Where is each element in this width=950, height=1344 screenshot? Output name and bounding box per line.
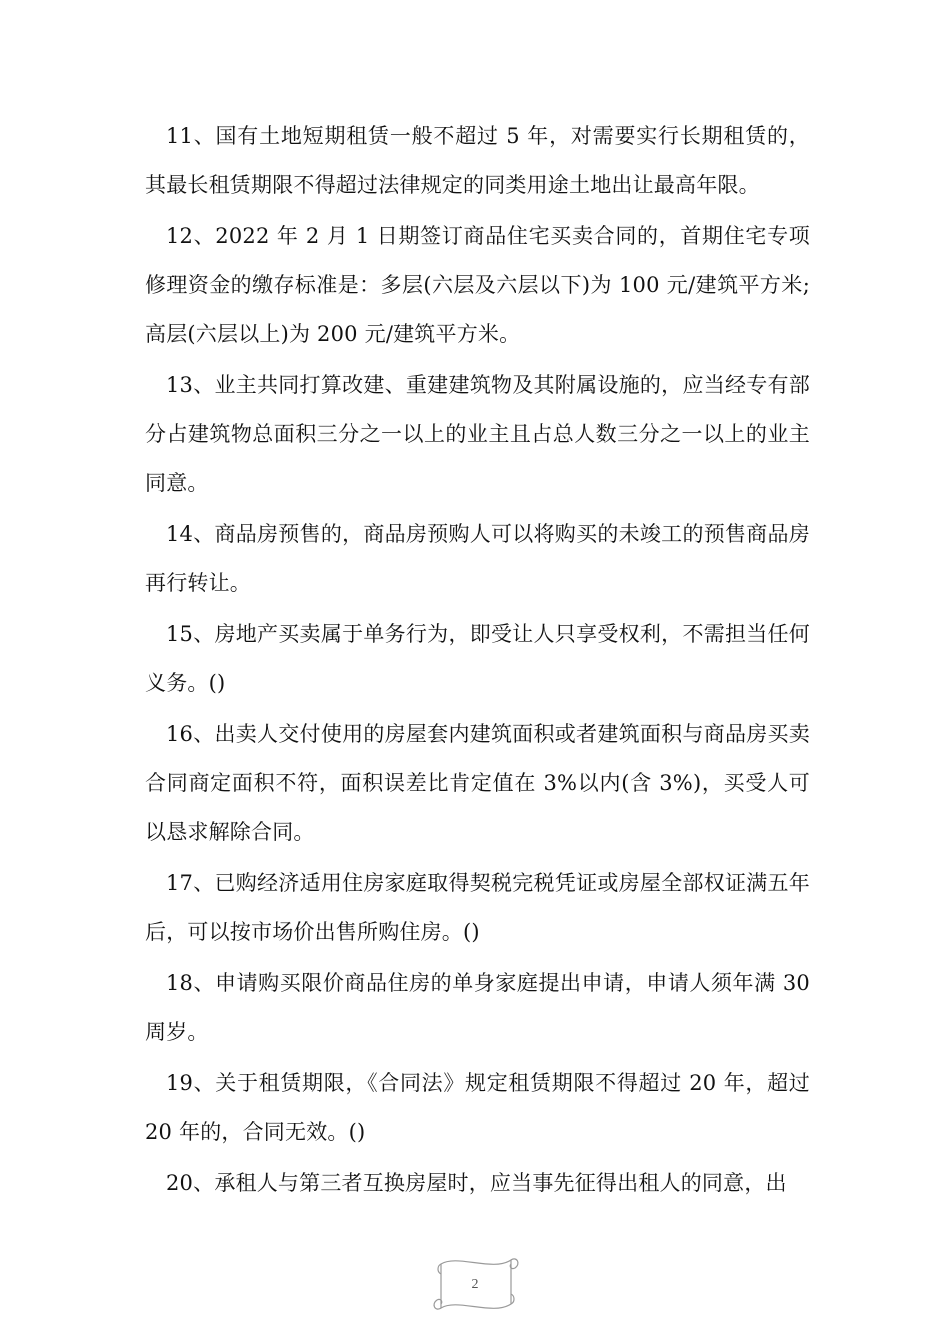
page-number: 2 — [471, 1277, 479, 1292]
paragraph-item-13: 13、业主共同打算改建、重建建筑物及其附属设施的，应当经专有部分占建筑物总面积三分之一以上的业主且占总人数三分之一以上的业主同意。 — [145, 373, 810, 495]
paragraph-item-15: 15、房地产买卖属于单务行为，即受让人只享受权利，不需担当任何义务。() — [145, 622, 810, 695]
paragraph-item-14: 14、商品房预售的，商品房预购人可以将购买的未竣工的预售商品房再行转让。 — [145, 522, 810, 595]
paragraph-item-18: 18、申请购买限价商品住房的单身家庭提出申请，申请人须年满 30 周岁。 — [145, 971, 810, 1044]
paragraph-item-19: 19、关于租赁期限，《合同法》规定租赁期限不得超过 20 年，超过 20 年的，合同无效。() — [145, 1071, 810, 1144]
paragraph-item-12: 12、2022 年 2 月 1 日期签订商品住宅买卖合同的，首期住宅专项修理资金的缴存标准是：多层(六层及六层以下)为 100 元/建筑平方米;高层(六层以上)为 200 元/建筑平方米。 — [145, 224, 810, 346]
paragraph-item-16: 16、出卖人交付使用的房屋套内建筑面积或者建筑面积与商品房买卖合同商定面积不符，面积误差比肯定值在 3%以内(含 3%)，买受人可以恳求解除合同。 — [145, 722, 810, 844]
page-footer — [427, 1250, 523, 1324]
paragraph-item-11: 11、国有土地短期租赁一般不超过 5 年，对需要实行长期租赁的，其最长租赁期限不得超过法律规定的同类用途土地出让最高年限。 — [145, 124, 810, 197]
paragraph-item-17: 17、已购经济适用住房家庭取得契税完税凭证或房屋全部权证满五年后，可以按市场价出售所购住房。() — [145, 871, 810, 944]
paragraph-item-20: 20、承租人与第三者互换房屋时，应当事先征得出租人的同意，出 — [166, 1171, 787, 1195]
document-body — [145, 112, 810, 1210]
